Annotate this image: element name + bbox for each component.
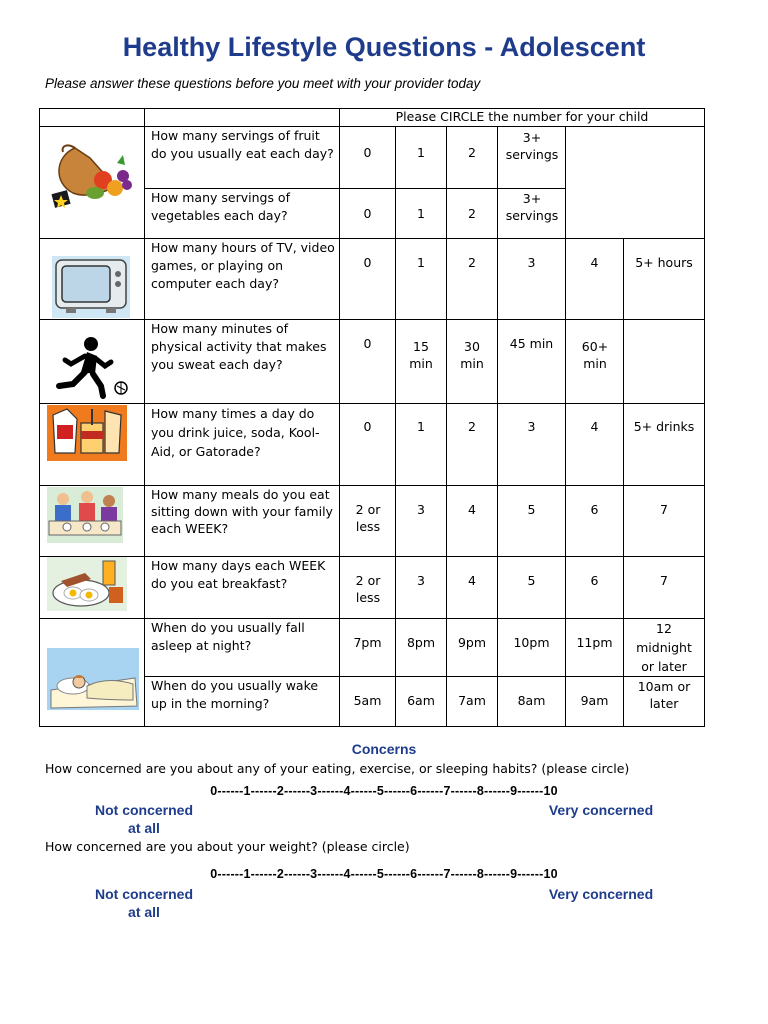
option-cell[interactable]: 4 <box>590 255 599 270</box>
option-cell[interactable]: 4 <box>590 419 599 434</box>
option-cell[interactable]: 1 <box>417 145 425 160</box>
option-cell[interactable]: 5am <box>353 693 382 708</box>
option-cell[interactable]: 9pm <box>457 635 487 650</box>
option-cell[interactable]: 12 midnight or later <box>636 621 692 674</box>
option-cell[interactable]: 5+ hours <box>635 255 693 270</box>
option-cell[interactable]: 15 min <box>409 339 433 371</box>
option-cell[interactable]: 45 min <box>509 336 554 351</box>
option-cell[interactable]: 2 or less <box>355 573 381 605</box>
option-cell[interactable]: 2 <box>468 419 476 434</box>
option-cell[interactable]: 30 min <box>460 339 484 371</box>
option-cell[interactable]: 6 <box>590 502 599 517</box>
concern-scale-weight[interactable]: 0------1------2------3------4------5------6------7------8------9------10 <box>210 867 558 881</box>
scale-high-label: Very concerned <box>548 886 654 902</box>
option-cell[interactable]: 6am <box>407 693 435 708</box>
question-breakfast: How many days each WEEK do you eat breakfast? <box>151 558 326 591</box>
option-cell[interactable]: 3+ servings <box>505 130 559 162</box>
option-cell[interactable]: 5 <box>527 502 536 517</box>
scale-low-label: Not concerned at all <box>94 802 193 836</box>
question-family-meals: How many meals do you eat sitting down with your family each WEEK? <box>151 487 333 536</box>
question-vegetables: How many servings of vegetables each day? <box>151 190 290 223</box>
option-cell[interactable]: 7am <box>458 693 486 708</box>
question-screen-time: How many hours of TV, video games, or playing on computer each day? <box>151 240 335 291</box>
option-cell[interactable]: 0 <box>363 206 372 221</box>
option-cell[interactable]: 4 <box>468 502 476 517</box>
option-cell[interactable]: 60+ min <box>581 339 609 371</box>
option-cell[interactable]: 0 <box>363 419 372 434</box>
option-cell[interactable]: 2 <box>468 206 476 221</box>
option-cell[interactable]: 10pm <box>513 635 550 650</box>
concern-question-habits: How concerned are you about any of your eating, exercise, or sleeping habits? (please circle) <box>45 761 630 776</box>
table-header: Please CIRCLE the number for your child <box>395 109 649 124</box>
option-cell[interactable]: 2 <box>468 255 476 270</box>
page-title: Healthy Lifestyle Questions - Adolescent <box>122 32 646 62</box>
option-cell[interactable]: 11pm <box>576 635 613 650</box>
concern-scale-habits[interactable]: 0------1------2------3------4------5------6------7------8------9------10 <box>210 784 558 798</box>
option-cell[interactable]: 2 or less <box>355 502 381 534</box>
option-cell[interactable]: 2 <box>468 145 476 160</box>
question-wake-time: When do you usually wake up in the morning? <box>151 678 319 711</box>
option-cell[interactable]: 8pm <box>406 635 436 650</box>
family-meal-icon <box>47 487 123 543</box>
page-subtitle: Please answer these questions before you meet with your provider today <box>45 76 481 91</box>
option-cell[interactable]: 7 <box>660 502 668 517</box>
option-cell[interactable]: 9am <box>580 693 609 708</box>
option-cell[interactable]: 8am <box>517 693 546 708</box>
option-cell[interactable]: 1 <box>417 419 425 434</box>
option-cell[interactable]: 3 <box>527 255 536 270</box>
fruit-cornucopia-icon <box>45 138 137 218</box>
question-bedtime: When do you usually fall asleep at night? <box>151 620 305 653</box>
option-cell[interactable]: 0 <box>363 145 372 160</box>
option-cell[interactable]: 10am or later <box>637 679 691 711</box>
option-cell[interactable]: 1 <box>417 255 425 270</box>
scale-high-label: Very concerned <box>548 802 654 818</box>
runner-icon <box>51 334 131 400</box>
option-cell[interactable]: 3 <box>417 573 425 588</box>
option-cell[interactable]: 6 <box>590 573 599 588</box>
concerns-title: Concerns <box>351 741 417 757</box>
concern-question-weight: How concerned are you about your weight? (please circle) <box>45 839 410 854</box>
option-cell[interactable]: 5 <box>527 573 536 588</box>
option-cell[interactable]: 7pm <box>353 635 382 650</box>
question-drinks: How many times a day do you drink juice, soda, Kool-Aid, or Gatorade? <box>151 406 320 459</box>
question-activity: How many minutes of physical activity that makes you sweat each day? <box>151 321 327 372</box>
option-cell[interactable]: 4 <box>468 573 476 588</box>
drinks-icon <box>47 405 127 461</box>
option-cell[interactable]: 5+ drinks <box>633 419 695 434</box>
option-cell[interactable]: 0 <box>363 336 372 351</box>
questions-table <box>39 108 705 727</box>
option-cell[interactable]: 7 <box>660 573 668 588</box>
tv-icon <box>52 254 130 318</box>
sleeping-icon <box>47 648 139 710</box>
option-cell[interactable]: 1 <box>417 206 425 221</box>
option-cell[interactable]: 3 <box>527 419 536 434</box>
option-cell[interactable]: 0 <box>363 255 372 270</box>
option-cell[interactable]: 3+ servings <box>505 191 559 223</box>
question-fruit: How many servings of fruit do you usually eat each day? <box>151 128 334 161</box>
breakfast-icon <box>47 557 127 611</box>
option-cell[interactable]: 3 <box>417 502 425 517</box>
scale-low-label: Not concerned at all <box>94 886 193 920</box>
